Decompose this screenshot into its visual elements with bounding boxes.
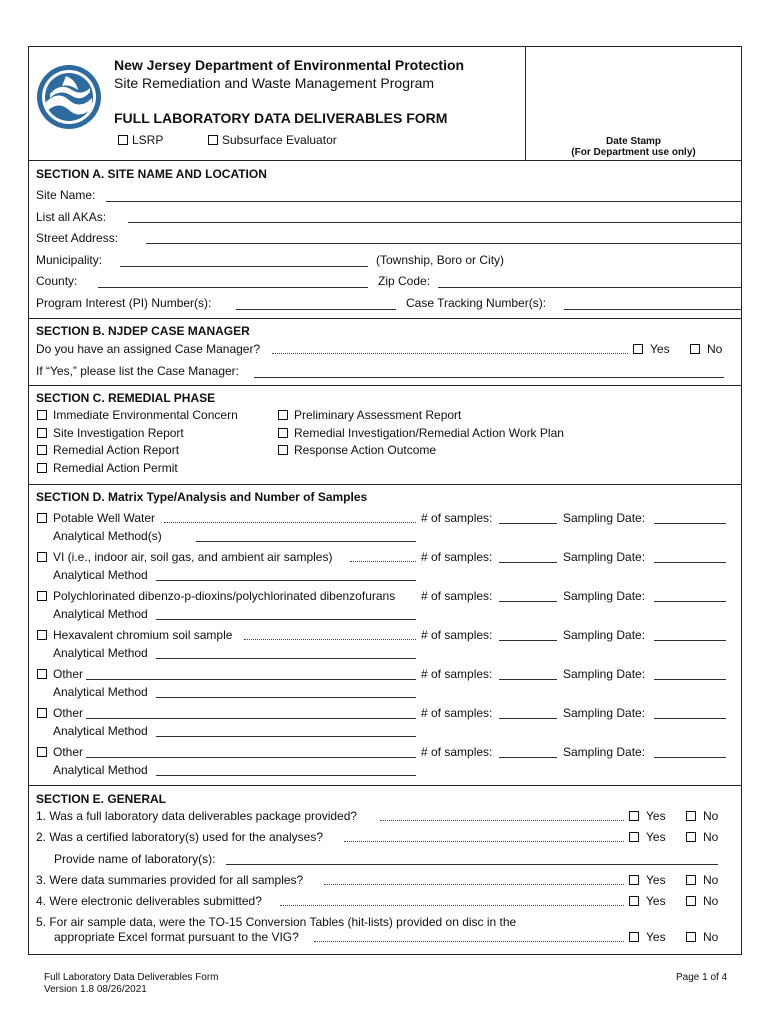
date-stamp-label: Date Stamp [605,136,661,147]
program-name: Site Remediation and Waste Management Program [114,75,435,91]
section-b-title: SECTION B. NJDEP CASE MANAGER [36,324,250,338]
lab-name-label: Provide name of laboratory(s): [54,852,216,866]
lsrp-checkbox[interactable] [118,135,128,145]
sampling-date-field[interactable] [654,757,726,758]
phase-label: Preliminary Assessment Report [294,408,462,422]
phase-label: Site Investigation Report [53,426,184,440]
samples-label: # of samples: [421,667,493,681]
sampling-date-label: Sampling Date: [563,628,646,642]
sampling-date-label: Sampling Date: [563,511,646,525]
analytical-method-field[interactable] [156,736,416,737]
question-5: 5. For air sample data, were the TO-15 Conversion Tables (hit-lists) provided on disc in the [36,915,517,929]
analytical-method-field[interactable] [156,619,416,620]
section-d-title: SECTION D. Matrix Type/Analysis and Number of Samples [36,490,368,504]
q4-yes-label: Yes [646,894,666,908]
q1-yes-label: Yes [646,809,666,823]
q3-no-label: No [703,873,719,887]
leader-dots [314,941,624,942]
matrix-label: VI (i.e., indoor air, soil gas, and ambient air samples) [53,550,333,564]
case-tracking-label: Case Tracking Number(s): [406,296,547,310]
q4-no-checkbox[interactable] [686,896,696,906]
zip-code-field[interactable] [438,287,742,288]
county-field[interactable] [98,287,368,288]
samples-label: # of samples: [421,706,493,720]
case-tracking-field[interactable] [564,309,742,310]
matrix-checkbox[interactable] [37,669,47,679]
leader-dots [324,884,624,885]
case-manager-yes-label: Yes [650,342,670,356]
samples-field[interactable] [499,523,557,524]
matrix-checkbox[interactable] [37,747,47,757]
sampling-date-field[interactable] [654,562,726,563]
samples-label: # of samples: [421,628,493,642]
leader-dots [344,841,624,842]
phase-label: Remedial Action Permit [53,461,178,475]
matrix-checkbox[interactable] [37,591,47,601]
lab-name-field[interactable] [226,864,718,865]
analytical-method-field[interactable] [156,775,416,776]
leader-dots [272,353,628,354]
matrix-checkbox[interactable] [37,513,47,523]
analytical-method-label: Analytical Method [53,763,148,777]
section-e-title: SECTION E. GENERAL [36,792,167,806]
site-name-label: Site Name: [36,188,96,202]
question-2: 2. Was a certified laboratory(s) used for the analyses? [36,830,324,844]
matrix-checkbox[interactable] [37,630,47,640]
q4-no-label: No [703,894,719,908]
samples-field[interactable] [499,562,557,563]
sampling-date-field[interactable] [654,523,726,524]
question-4: 4. Were electronic deliverables submitted? [36,894,262,908]
samples-label: # of samples: [421,589,493,603]
matrix-label: Potable Well Water [53,511,156,525]
street-address-label: Street Address: [36,231,119,245]
municipality-field[interactable] [120,266,368,267]
analytical-method-field[interactable] [156,658,416,659]
sampling-date-label: Sampling Date: [563,550,646,564]
divider-d [28,484,742,485]
q1-yes-checkbox[interactable] [629,811,639,821]
leader-dots [380,820,624,821]
matrix-label: Other [53,706,84,720]
sampling-date-field[interactable] [654,718,726,719]
leader-dots [280,905,624,906]
samples-field[interactable] [499,679,557,680]
analytical-method-field[interactable] [156,697,416,698]
phase-checkbox[interactable] [278,445,288,455]
q4-yes-checkbox[interactable] [629,896,639,906]
samples-label: # of samples: [421,550,493,564]
analytical-method-field[interactable] [196,541,416,542]
matrix-label: Hexavalent chromium soil sample [53,628,233,642]
municipality-note: (Township, Boro or City) [376,253,505,267]
case-manager-question: Do you have an assigned Case Manager? [36,342,261,356]
pi-number-field[interactable] [236,309,396,310]
q5-yes-label: Yes [646,930,666,944]
q5-yes-checkbox[interactable] [629,932,639,942]
phase-checkbox[interactable] [37,428,47,438]
akas-label: List all AKAs: [36,210,107,224]
analytical-method-label: Analytical Method [53,685,148,699]
q2-no-label: No [703,830,719,844]
q5-no-label: No [703,930,719,944]
phase-label: Immediate Environmental Concern [53,408,238,422]
sampling-date-label: Sampling Date: [563,667,646,681]
site-name-field[interactable] [106,201,742,202]
subsurface-evaluator-checkbox[interactable] [208,135,218,145]
phase-checkbox[interactable] [37,463,47,473]
phase-checkbox[interactable] [37,445,47,455]
samples-field[interactable] [499,601,557,602]
sampling-date-field[interactable] [654,679,726,680]
case-manager-name-field[interactable] [254,377,724,378]
date-stamp-note: (For Department use only) [571,147,696,158]
other-matrix-field[interactable] [86,718,416,719]
footer-page-number: Page 1 of 4 [676,972,728,983]
municipality-label: Municipality: [36,253,103,267]
phase-checkbox[interactable] [37,410,47,420]
case-manager-no-label: No [707,342,723,356]
leader-dots [164,522,416,523]
matrix-label: Other [53,667,84,681]
footer-version: Version 1.8 08/26/2021 [44,984,147,995]
phase-checkbox[interactable] [278,428,288,438]
q3-yes-label: Yes [646,873,666,887]
footer-form-name: Full Laboratory Data Deliverables Form [44,972,219,983]
other-matrix-field[interactable] [86,679,416,680]
q2-yes-label: Yes [646,830,666,844]
sampling-date-label: Sampling Date: [563,745,646,759]
matrix-label: Polychlorinated dibenzo-p-dioxins/polychlorinated dibenzofurans [53,589,396,603]
q1-no-checkbox[interactable] [686,811,696,821]
phase-label: Response Action Outcome [294,443,437,457]
phase-label: Remedial Action Report [53,443,180,457]
case-manager-yes-checkbox[interactable] [633,344,643,354]
njdep-seal-logo [36,64,102,130]
samples-label: # of samples: [421,745,493,759]
section-c-title: SECTION C. REMEDIAL PHASE [36,391,216,405]
q2-yes-checkbox[interactable] [629,832,639,842]
sampling-date-field[interactable] [654,601,726,602]
q2-no-checkbox[interactable] [686,832,696,842]
samples-label: # of samples: [421,511,493,525]
street-address-field[interactable] [146,243,742,244]
q1-no-label: No [703,809,719,823]
divider-b [28,318,742,319]
sampling-date-field[interactable] [654,640,726,641]
q3-yes-checkbox[interactable] [629,875,639,885]
pi-number-label: Program Interest (PI) Number(s): [36,296,212,310]
sampling-date-label: Sampling Date: [563,706,646,720]
question-5-continued: appropriate Excel format pursuant to the VIG? [54,930,299,944]
analytical-method-field[interactable] [156,580,416,581]
analytical-method-label: Analytical Method [53,607,148,621]
case-manager-name-label: If “Yes,” please list the Case Manager: [36,364,239,378]
samples-field[interactable] [499,757,557,758]
samples-field[interactable] [499,640,557,641]
agency-name: New Jersey Department of Environmental Protection [114,57,465,73]
zip-code-label: Zip Code: [378,274,431,288]
matrix-label: Other [53,745,84,759]
analytical-method-label: Analytical Method [53,724,148,738]
county-label: County: [36,274,78,288]
case-manager-no-checkbox[interactable] [690,344,700,354]
matrix-checkbox[interactable] [37,708,47,718]
samples-field[interactable] [499,718,557,719]
phase-checkbox[interactable] [278,410,288,420]
analytical-method-label: Analytical Method(s) [53,529,162,543]
section-a-title: SECTION A. SITE NAME AND LOCATION [36,167,267,181]
leader-dots [350,561,416,562]
q3-no-checkbox[interactable] [686,875,696,885]
phase-label: Remedial Investigation/Remedial Action Work Plan [294,426,564,440]
question-1: 1. Was a full laboratory data deliverables package provided? [36,809,358,823]
form-title: FULL LABORATORY DATA DELIVERABLES FORM [114,110,448,126]
divider-c [28,385,742,386]
subsurface-evaluator-label: Subsurface Evaluator [222,133,337,147]
sampling-date-label: Sampling Date: [563,589,646,603]
akas-field[interactable] [128,222,742,223]
q5-no-checkbox[interactable] [686,932,696,942]
analytical-method-label: Analytical Method [53,568,148,582]
matrix-checkbox[interactable] [37,552,47,562]
divider-a [28,160,742,161]
divider-e [28,785,742,786]
other-matrix-field[interactable] [86,757,416,758]
analytical-method-label: Analytical Method [53,646,148,660]
leader-dots [244,639,416,640]
lsrp-label: LSRP [132,133,164,147]
question-3: 3. Were data summaries provided for all samples? [36,873,304,887]
